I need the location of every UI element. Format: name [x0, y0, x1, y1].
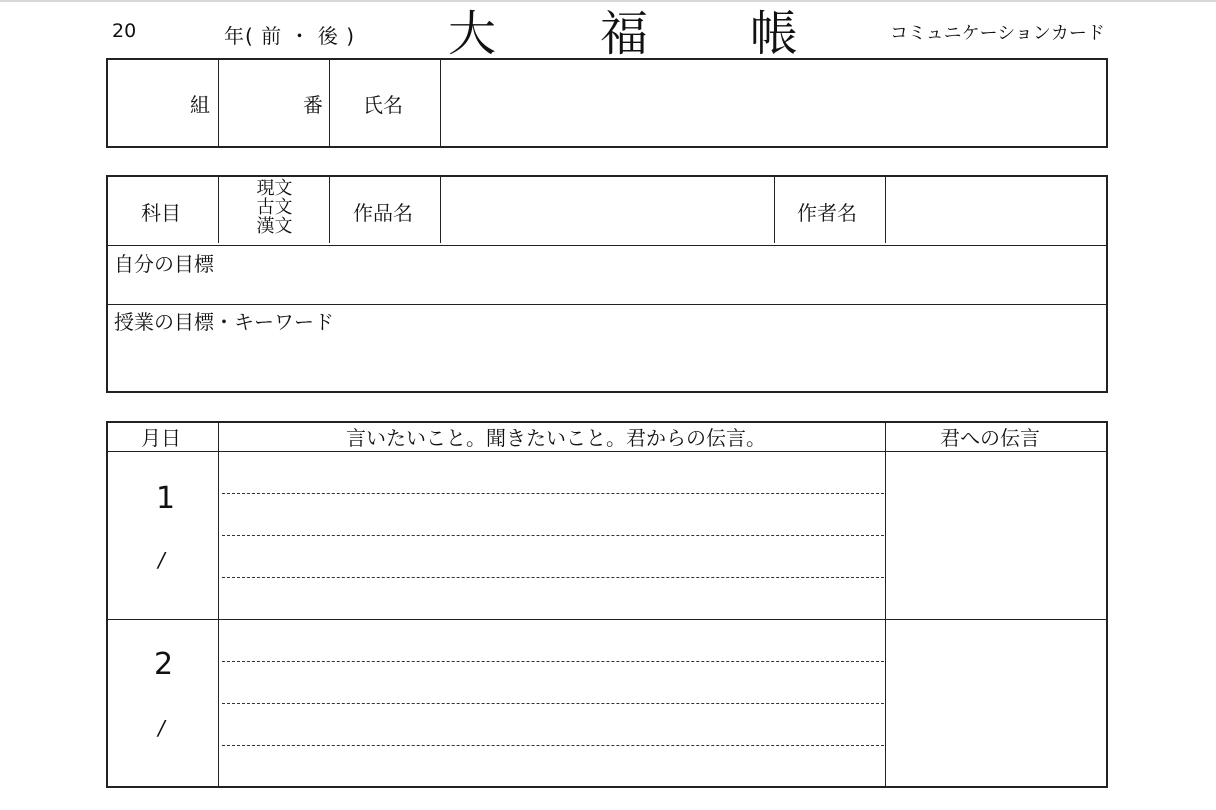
number-suffix-label: 番 — [303, 93, 323, 117]
title-char-2: 福 — [600, 6, 649, 62]
communication-log-table — [106, 421, 1108, 788]
message-column-header: 言いたいこと。聞きたいこと。君からの伝言。 — [346, 426, 766, 450]
name-field[interactable] — [442, 60, 1106, 146]
work-title-field[interactable] — [442, 177, 774, 245]
entry-2-message-field[interactable] — [220, 621, 885, 786]
card-type-label: コミュニケーションカード — [890, 23, 1105, 44]
title-char-1: 大 — [448, 6, 497, 62]
author-field[interactable] — [887, 177, 1106, 245]
own-goal-label: 自分の目標 — [114, 252, 214, 276]
date-column-header: 月日 — [141, 426, 181, 450]
work-title-label: 作品名 — [353, 201, 413, 225]
entry-1-date-slash: / — [158, 548, 165, 572]
author-label: 作者名 — [797, 201, 857, 225]
subject-label: 科目 — [141, 201, 181, 225]
class-suffix-label: 組 — [190, 93, 210, 117]
reply-column-header: 君への伝言 — [940, 426, 1040, 450]
entry-2-date-slash: / — [158, 716, 165, 740]
own-goal-field[interactable] — [108, 247, 1106, 304]
entry-1-number: 1 — [156, 481, 176, 516]
name-label: 氏名 — [363, 93, 403, 117]
subject-option-gendai[interactable]: 現文 — [256, 178, 293, 199]
class-goal-label: 授業の目標・キーワード — [114, 310, 334, 334]
subject-table — [106, 175, 1108, 393]
page-top-border — [0, 0, 1216, 2]
term-selector-text: 年( 前 ・ 後 ) — [224, 24, 356, 48]
year-prefix: 20 — [112, 20, 137, 42]
entry-1-message-field[interactable] — [220, 453, 885, 619]
entry-1-reply-field[interactable] — [887, 453, 1106, 619]
student-info-table — [106, 58, 1108, 148]
class-goal-field[interactable] — [108, 337, 1106, 391]
subject-options — [220, 179, 329, 236]
subject-option-kobun[interactable]: 古文 — [256, 197, 293, 218]
subject-option-kanbun[interactable]: 漢文 — [256, 216, 293, 237]
entry-2-reply-field[interactable] — [887, 621, 1106, 786]
title-char-3: 帳 — [750, 6, 799, 62]
entry-2-number: 2 — [154, 647, 174, 682]
